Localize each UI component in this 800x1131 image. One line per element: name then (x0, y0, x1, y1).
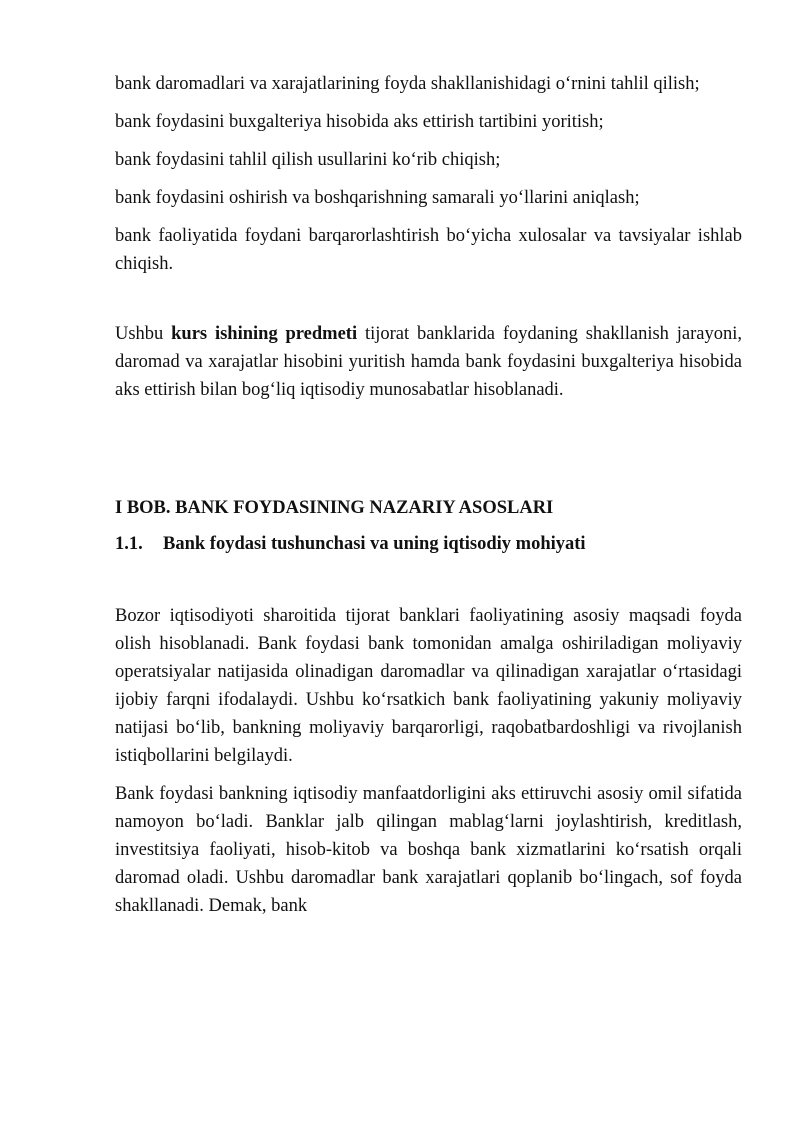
body-paragraph: Bank foydasi bankning iqtisodiy manfaatdorligini aks ettiruvchi asosiy omil sifatida namoyon bo‘ladi. Banklar jalb qilingan mablag‘larni joylashtirish, kreditlash, investitsiya faoliyati, hisob-kitob va boshqa bank xizmatlarini ko‘rsatish orqali daromad oladi. Ushbu daromadlar bank xarajatlari qoplanib bo‘lingach, sof foyda shakllanadi. Demak, bank (115, 784, 742, 916)
task-item: bank foydasini tahlil qilish usullarini ko‘rib chiqish; (115, 150, 501, 170)
subject-rest: tijorat banklarida foydaning shakllanish jarayoni, daromad va xarajatlar hisobini yuritish hamda bank foydasini buxgalteriya hisobida aks ettirish bilan bog‘liq iqtisodiy munosabatlar hisoblanadi. (115, 324, 742, 400)
chapter-title: I BOB. BANK FOYDASINING NAZARIY ASOSLARI (115, 498, 554, 518)
task-item: bank foydasini buxgalteriya hisobida aks ettirish tartibini yoritish; (115, 112, 604, 132)
task-item: bank daromadlari va xarajatlarining foyda shakllanishidagi o‘rnini tahlil qilish; (115, 74, 700, 94)
section-title: Bank foydasi tushunchasi va uning iqtisodiy mohiyati (163, 534, 586, 554)
subject-paragraph (115, 320, 742, 404)
subject-lead: Ushbu (115, 324, 172, 344)
task-item: bank foydasini oshirish va boshqarishning samarali yo‘llarini aniqlash; (115, 188, 640, 208)
body-paragraph: Bozor iqtisodiyoti sharoitida tijorat banklari faoliyatining asosiy maqsadi foyda olish hisoblanadi. Bank foydasi bank tomonidan amalga oshiriladigan moliyaviy operatsiyalar natijasida olinadigan daromadlar va qilinadigan xarajatlar o‘rtasidagi ijobiy farqni ifodalaydi. Ushbu ko‘rsatkich bank faoliyatining yakuniy moliyaviy natijasi bo‘lib, bankning moliyaviy barqarorligi, raqobatbardoshligi va rivojlanish istiqbollarini belgilaydi. (115, 606, 742, 766)
section-heading (115, 530, 742, 558)
document-page (115, 70, 742, 920)
task-item: bank faoliyatida foydani barqarorlashtirish bo‘yicha xulosalar va tavsiyalar ishlab chiqish. (115, 226, 742, 274)
section-number: 1.1. (115, 534, 143, 554)
subject-bold-term: kurs ishining predmeti (171, 324, 358, 344)
